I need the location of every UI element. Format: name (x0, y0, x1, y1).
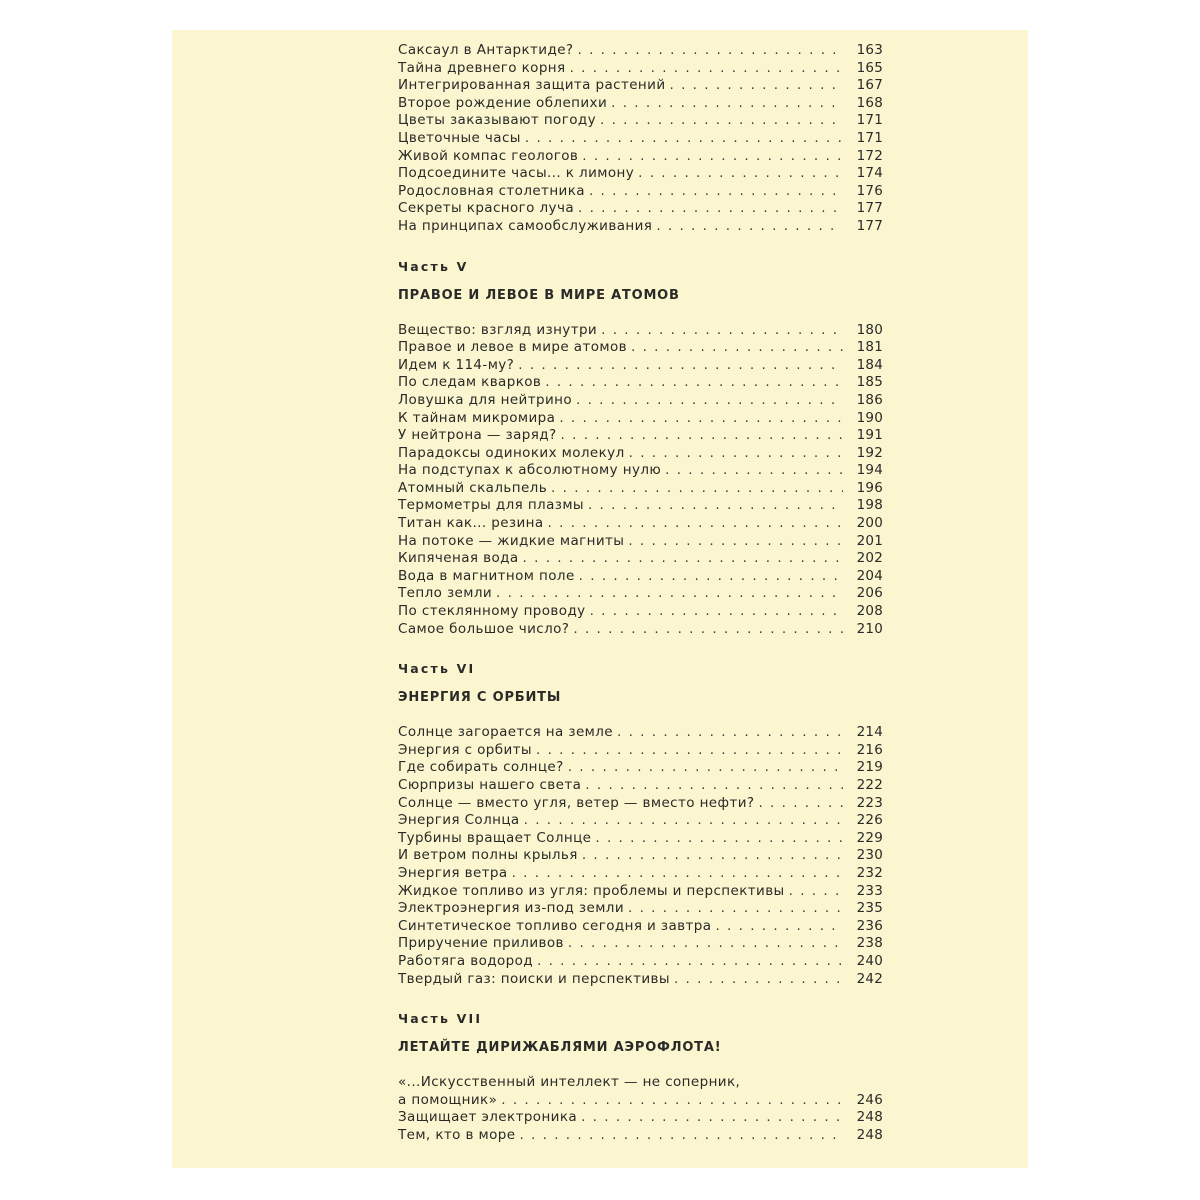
toc-entry (398, 357, 883, 375)
dot-leader (579, 568, 843, 586)
toc-entry-page: 230 (856, 847, 883, 864)
toc-entry-title: Саксаул в Антарктиде? (398, 42, 574, 58)
toc-entry-page: 190 (856, 409, 883, 426)
dot-leader (578, 200, 843, 218)
toc-entry-title: Энергия Солнца (398, 812, 520, 829)
part-title: ЭНЕРГИЯ С ОРБИТЫ (398, 690, 562, 706)
dot-leader (600, 112, 843, 130)
part-label: Часть VI (398, 661, 476, 677)
dot-leader (758, 795, 843, 813)
toc-entry-page: 177 (856, 200, 883, 217)
dot-leader (496, 585, 843, 603)
toc-entry-title: Секреты красного луча (398, 200, 574, 217)
toc-entry-page: 191 (856, 427, 883, 444)
dot-leader (568, 759, 843, 777)
toc-entry-title: По следам кварков (398, 374, 542, 391)
toc-entry-page: 210 (856, 620, 883, 637)
toc-entry-page: 233 (856, 882, 883, 899)
toc-entry-title: Цветочные часы (398, 129, 521, 146)
dot-leader (617, 724, 843, 742)
toc-entry-page: 216 (856, 741, 883, 758)
toc-entry-page: 171 (856, 112, 883, 129)
toc-entry (398, 568, 883, 586)
toc-entry (398, 130, 883, 148)
dot-leader (589, 183, 843, 201)
toc-entry-title: У нейтрона — заряд? (398, 427, 557, 444)
toc-entry-title: Живой компас геологов (398, 147, 579, 164)
toc-entry-title: Второе рождение облепихи (398, 94, 608, 111)
book-page (172, 30, 1028, 1168)
toc-entry (398, 900, 883, 918)
toc-entry-title: Твердый газ: поиски и перспективы (398, 970, 670, 987)
toc-entry-page: 198 (856, 497, 883, 514)
dot-leader (573, 621, 843, 639)
part-label: Часть V (398, 258, 469, 274)
toc-entry (398, 200, 883, 218)
toc-entry-page: 174 (856, 165, 883, 182)
toc-entry-title: Энергия с орбиты (398, 741, 532, 758)
toc-entry-page: 236 (856, 917, 883, 934)
toc-entry-title: Приручение приливов (398, 935, 564, 952)
toc-entry-page: 202 (856, 550, 883, 567)
toc-entry-title: Родословная столетника (398, 182, 585, 199)
dot-leader (611, 95, 843, 113)
dot-leader (568, 935, 843, 953)
toc-entry (398, 60, 883, 78)
dot-leader (715, 918, 843, 936)
toc-entry (398, 183, 883, 201)
toc-entry-page: 208 (856, 603, 883, 620)
toc-entry-page: 214 (856, 724, 883, 741)
toc-entry-title: На подступах к абсолютному нулю (398, 462, 662, 479)
toc-entry-title: Синтетическое топливо сегодня и завтра (398, 917, 712, 934)
toc-entry (398, 603, 883, 621)
toc-entry-page: 226 (856, 812, 883, 829)
dot-leader (665, 462, 843, 480)
toc-entry-title: Турбины вращает Солнце (398, 829, 592, 846)
toc-entry-title: Солнце — вместо угля, ветер — вместо нефти? (398, 794, 755, 811)
dot-leader (656, 218, 843, 236)
toc-entry-page: 238 (856, 935, 883, 952)
toc-entry (398, 1074, 883, 1109)
toc-entry-page: 176 (856, 182, 883, 199)
toc-entry-title: Тепло земли (398, 585, 493, 602)
toc-entry-page: 181 (856, 339, 883, 356)
dot-leader (519, 1127, 843, 1145)
toc-entry (398, 830, 883, 848)
toc-entry-title: Самое большое число? (398, 620, 570, 637)
dot-leader (536, 742, 843, 760)
dot-leader (581, 1109, 843, 1127)
toc-entry (398, 971, 883, 989)
toc-entry-title: Тайна древнего корня (398, 59, 566, 76)
dot-leader (512, 865, 843, 883)
toc-entry-title: Термометры для плазмы (398, 497, 584, 514)
toc-entry-title: К тайнам микромира (398, 409, 556, 426)
toc-entry-page: 171 (856, 129, 883, 146)
toc-entry-title: Интегрированная защита растений (398, 77, 666, 94)
dot-leader (582, 148, 843, 166)
toc-entry-title: Подсоедините часы... к лимону (398, 165, 635, 182)
toc-entry (398, 1127, 883, 1145)
toc-entry-page: 229 (856, 829, 883, 846)
dot-leader (601, 322, 843, 340)
toc-entry (398, 339, 883, 357)
toc-entry-page: 206 (856, 585, 883, 602)
toc-entry-page: 167 (856, 77, 883, 94)
dot-leader (525, 130, 843, 148)
toc-entry-page: 172 (856, 147, 883, 164)
toc-entry (398, 742, 883, 760)
toc-entry (398, 95, 883, 113)
dot-leader (545, 374, 843, 392)
toc-entry (398, 777, 883, 795)
toc-entry (398, 918, 883, 936)
toc-entry-title: Работяга водород (398, 952, 534, 969)
dot-leader (577, 42, 843, 60)
toc-entry (398, 550, 883, 568)
toc-entry (398, 812, 883, 830)
toc-entry-page: 184 (856, 356, 883, 373)
toc-entry (398, 462, 883, 480)
table-of-contents (398, 42, 883, 1145)
toc-entry-title: Правое и левое в мире атомов (398, 339, 627, 356)
toc-entry (398, 865, 883, 883)
toc-entry-title: Ловушка для нейтрино (398, 391, 573, 408)
dot-leader (628, 533, 843, 551)
dot-leader (789, 883, 843, 901)
toc-entry (398, 883, 883, 901)
toc-entry (398, 322, 883, 340)
dot-leader (585, 777, 843, 795)
toc-entry (398, 427, 883, 445)
toc-entry-page: 165 (856, 59, 883, 76)
toc-entry-page: 219 (856, 759, 883, 776)
toc-entry-title: По стеклянному проводу (398, 603, 586, 620)
toc-entry-title: Солнце загорается на земле (398, 724, 613, 741)
toc-entry (398, 953, 883, 971)
toc-entry-page: 242 (856, 970, 883, 987)
toc-entry-title: Вода в магнитном поле (398, 567, 575, 584)
dot-leader (523, 550, 843, 568)
dot-leader (631, 339, 843, 357)
toc-entry-title: Цветы заказывают погоду (398, 112, 596, 129)
dot-leader (570, 60, 843, 78)
toc-entry (398, 847, 883, 865)
toc-entry-page: 232 (856, 864, 883, 881)
toc-entry-page: 192 (856, 444, 883, 461)
dot-leader (638, 165, 843, 183)
dot-leader (674, 971, 843, 989)
dot-leader (524, 812, 843, 830)
toc-entry-title: Защищает электроника (398, 1109, 578, 1126)
toc-entry-title: Электроэнергия из-под земли (398, 900, 625, 917)
toc-entry-page: 235 (856, 900, 883, 917)
dot-leader (628, 900, 843, 918)
toc-entry (398, 795, 883, 813)
toc-entry (398, 724, 883, 742)
toc-entry-page: 223 (856, 794, 883, 811)
toc-entry-page: 185 (856, 374, 883, 391)
toc-entry-title: Жидкое топливо из угля: проблемы и перспективы (398, 882, 785, 899)
toc-entry-page: 177 (856, 217, 883, 234)
toc-entry-title: Тем, кто в море (398, 1126, 516, 1143)
toc-entry-title: Вещество: взгляд изнутри (398, 321, 598, 338)
dot-leader (588, 497, 843, 515)
toc-entry (398, 392, 883, 410)
toc-entry-page: 186 (856, 391, 883, 408)
toc-entry-title: «...Искусственный интеллект — не соперник, (398, 1074, 741, 1091)
toc-entry (398, 585, 883, 603)
toc-entry-title: Идем к 114-му? (398, 356, 515, 373)
toc-entry (398, 621, 883, 639)
toc-entry-title: Энергия ветра (398, 864, 508, 881)
toc-entry-page: 194 (856, 462, 883, 479)
toc-entry-page: 248 (856, 1109, 883, 1126)
dot-leader (551, 480, 843, 498)
toc-entry (398, 533, 883, 551)
toc-entry-page: 196 (856, 479, 883, 496)
dot-leader (518, 357, 843, 375)
toc-entry (398, 42, 883, 60)
toc-entry-title: Парадоксы одиноких молекул (398, 444, 625, 461)
toc-entry-title: На потоке — жидкие магниты (398, 532, 625, 549)
toc-entry (398, 218, 883, 236)
toc-entry (398, 935, 883, 953)
toc-entry (398, 77, 883, 95)
toc-entry (398, 374, 883, 392)
toc-entry-page: 201 (856, 532, 883, 549)
dot-leader (670, 77, 843, 95)
toc-entry-page: 180 (856, 321, 883, 338)
dot-leader (501, 1092, 843, 1110)
dot-leader (629, 445, 843, 463)
toc-entry (398, 410, 883, 428)
part-label: Часть VII (398, 1011, 483, 1027)
toc-entry-title: И ветром полны крылья (398, 847, 578, 864)
toc-entry-title: Атомный скальпель (398, 479, 548, 496)
toc-entry (398, 165, 883, 183)
toc-entry (398, 148, 883, 166)
toc-entry (398, 1109, 883, 1127)
toc-entry (398, 759, 883, 777)
toc-entry-title: Титан как... резина (398, 515, 544, 532)
dot-leader (561, 427, 843, 445)
toc-entry-title-continued: а помощник» (398, 1091, 498, 1108)
toc-entry (398, 480, 883, 498)
toc-entry-title: Где собирать солнце? (398, 759, 564, 776)
toc-entry-page: 200 (856, 515, 883, 532)
toc-entry-title: На принципах самообслуживания (398, 217, 653, 234)
toc-entry-title: Сюрпризы нашего света (398, 777, 582, 793)
toc-entry-page: 163 (856, 42, 883, 58)
toc-entry-page: 168 (856, 94, 883, 111)
toc-entry-page: 222 (856, 777, 883, 793)
dot-leader (559, 410, 843, 428)
dot-leader (595, 830, 843, 848)
toc-entry-page: 248 (856, 1126, 883, 1143)
part-title: ПРАВОЕ И ЛЕВОЕ В МИРЕ АТОМОВ (398, 287, 680, 303)
toc-entry-page: 240 (856, 952, 883, 969)
toc-entry-page: 246 (856, 1091, 883, 1108)
toc-entry (398, 515, 883, 533)
toc-entry-title: Кипяченая вода (398, 550, 519, 567)
dot-leader (576, 392, 843, 410)
dot-leader (590, 603, 843, 621)
toc-entry (398, 445, 883, 463)
dot-leader (582, 847, 843, 865)
toc-entry (398, 497, 883, 515)
dot-leader (537, 953, 843, 971)
toc-entry (398, 112, 883, 130)
toc-entry-page: 204 (856, 567, 883, 584)
part-title: ЛЕТАЙТЕ ДИРИЖАБЛЯМИ АЭРОФЛОТА! (398, 1040, 722, 1056)
dot-leader (548, 515, 843, 533)
